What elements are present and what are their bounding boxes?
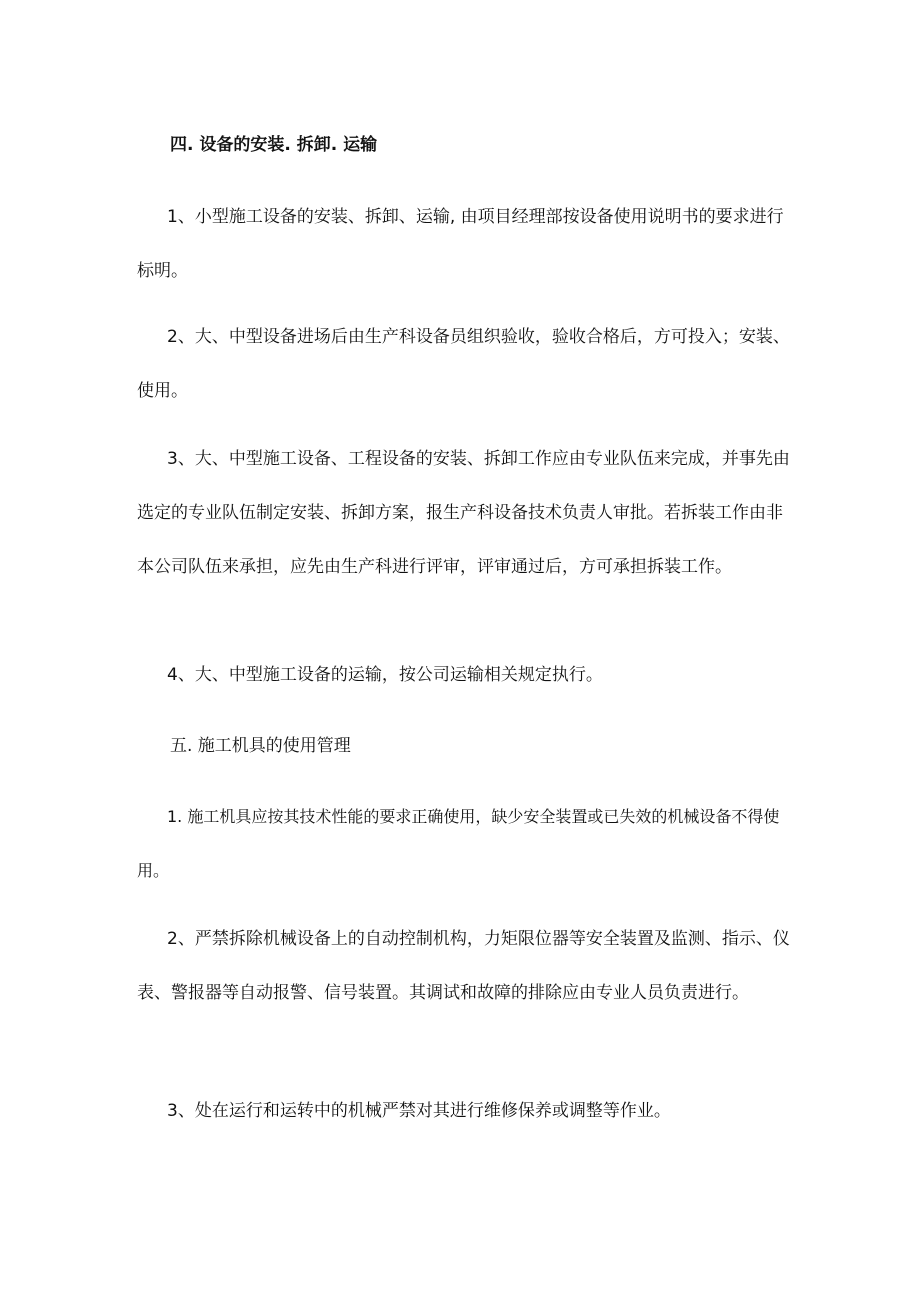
section-5-item-1: 1. 施工机具应按其技术性能的要求正确使用，缺少安全装置或已失效的机械设备不得使用。: [137, 807, 780, 880]
section-5-item-2: 2、严禁拆除机械设备上的自动控制机构，力矩限位器等安全装置及监测、指示、仪表、警报器等自动报警、信号装置。其调试和故障的排除应由专业人员负责进行。: [137, 929, 790, 1003]
section-5-item-3: 3、处在运行和运转中的机械严禁对其进行维修保养或调整等作业。: [167, 1101, 671, 1121]
section-4-item-3: 3、大、中型施工设备、工程设备的安装、拆卸工作应由专业队伍来完成，并事先由选定的专业队伍制定安装、拆卸方案，报生产科设备技术负责人审批。若拆装工作由非本公司队伍来承担，应先由生产科进行评审，评审通过后，方可承担拆装工作。: [137, 449, 790, 577]
section-4-item-4: 4、大、中型施工设备的运输，按公司运输相关规定执行。: [167, 665, 603, 685]
section-5-heading: 五. 施工机具的使用管理: [170, 736, 351, 756]
section-4-item-1: 1、小型施工设备的安装、拆卸、运输, 由项目经理部按设备使用说明书的要求进行标明。: [137, 207, 784, 281]
section-4-item-2: 2、大、中型设备进场后由生产科设备员组织验收，验收合格后，方可投入；安装、使用。: [137, 327, 790, 401]
section-4-heading: 四. 设备的安装. 拆卸. 运输: [170, 135, 378, 155]
